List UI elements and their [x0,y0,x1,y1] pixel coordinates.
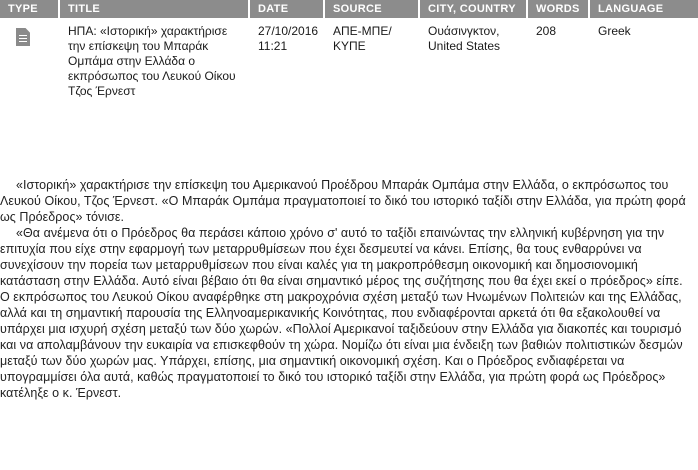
article-paragraph: «Θα ανέμενα ότι ο Πρόεδρος θα περάσει κάποιο χρόνο σ' αυτό το ταξίδι επαινώντας την ελληνική κυβέρνηση για την επιτυχία που είχε στην εφαρμογή των μεταρρυθμίσεων που έχει δεσμευτεί να κάνει. Επίσης, θα τους ενθαρρύνει να συνεχίσουν την πορεία των μεταρρυθμίσεων που είναι καλές για τη μακροπρόθεσμη οικονομική και δημοσιονομική κατάσταση στην Ελλάδα. Αυτό είναι βέβαιο ότι θα είναι σημαντικό μέρος της συζήτησης που θα έχει εκεί ο πρόεδρος» είπε. [0,226,683,288]
source-cell: ΑΠΕ-ΜΠΕ/ ΚΥΠΕ [333,24,392,53]
date-cell: 27/10/2016 11:21 [258,24,319,53]
column-header-source[interactable]: SOURCE [325,0,420,18]
type-cell [0,18,60,99]
header-row [0,0,698,18]
table-row[interactable] [0,18,698,99]
title-cell [60,18,250,99]
article-paragraph: «Ιστορική» χαρακτήρισε την επίσκεψη του Αμερικανού Προέδρου Μπαράκ Ομπάμα στην Ελλάδα, ο εκπρόσωπος του Λευκού Οίκου, Τζος Έρνεστ. «Ο Μπαράκ Ομπάμα πραγματοποιεί το δικό του ιστορικό ταξίδι στην Ελλάδα, για πρώτη φορά ως Πρόεδρος» τόνισε. [0,178,686,224]
column-header-city-country[interactable]: CITY, COUNTRY [420,0,528,18]
results-table [0,0,698,99]
words-cell: 208 [536,24,557,38]
column-header-type[interactable]: TYPE [0,0,60,18]
city-country-cell: Ουάσινγκτον, United States [428,24,501,53]
column-header-words[interactable]: WORDS [528,0,590,18]
article-title-link[interactable]: ΗΠΑ: «Ιστορική» χαρακτήρισε την επίσκεψη του Μπαράκ Ομπάμα στην Ελλάδα ο εκπρόσωπος του Λευκού Οίκου Τζος Έρνεστ [68,24,236,98]
language-cell: Greek [598,24,631,38]
column-header-date[interactable]: DATE [250,0,325,18]
column-header-title[interactable]: TITLE [60,0,250,18]
article-paragraph: Ο εκπρόσωπος του Λευκού Οίκου αναφέρθηκε στη μακροχρόνια σχέση μεταξύ των Ηνωμένων Πολιτειών και της Ελλάδας, αλλά και τη σημαντική παρουσία της Ελληνοαμερικανικής Κοινότητας, που ενδιαφέρονται αρκετά ότι θα εξακολουθεί να υπάρχει μια ισχυρή σχέση μεταξύ των δύο χωρών. «Πολλοί Αμερικανοί ταξιδεύουν στην Ελλάδα για διακοπές και τουρισμό και να απολαμβάνουν την ευκαιρία να επισκεφθούν τη χώρα. Νομίζω ότι είναι μια ένδειξη των βαθιών πολιτιστικών δεσμών μεταξύ των δύο χωρών μας. Υπάρχει, επίσης, μια σημαντική οικονομική σχέση. Και ο Πρόεδρος ενδιαφέρεται να υπογραμμίσει όλα αυτά, καθώς πραγματοποιεί το δικό του ιστορικό ταξίδι στην Ελλάδα, για πρώτη φορά ως Πρόεδρος» κατέληξε ο κ. Έρνεστ. [0,290,683,400]
document-icon [16,28,30,46]
article-body [0,177,696,401]
table-header [0,0,698,18]
column-header-language[interactable]: LANGUAGE [590,0,698,18]
